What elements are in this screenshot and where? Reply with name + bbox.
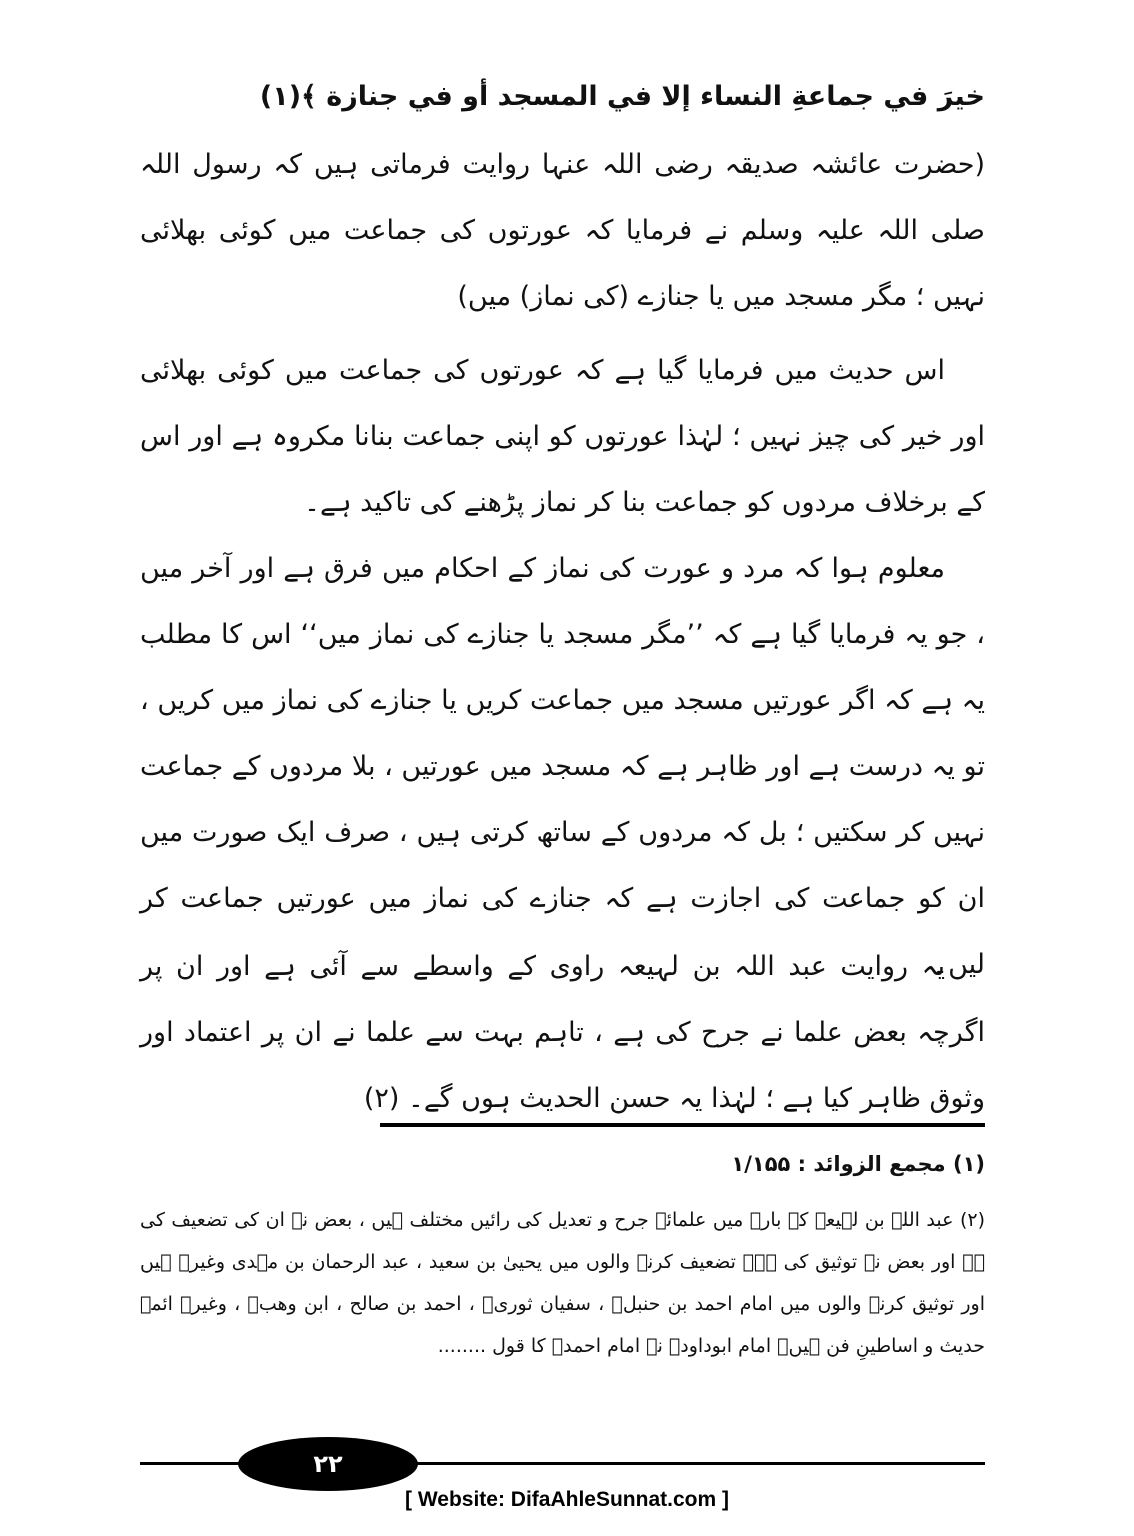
narrator-paragraph: یہ روایت عبد اللہ بن لہیعہ راوی کے واسطے سے آئی ہے اور ان پر اگرچہ بعض علما نے جرح کی ہے ، تاہم بہت سے علما نے ان پر اعتماد اور وثوق ظاہر کیا ہے ؛ لہٰذا یہ حسن الحدیث ہوں گے۔ (۲)	[140, 951, 985, 1114]
footnote-2: (۲) عبد اللہ بن لہیعہ کے بارے میں علمائے جرح و تعدیل کی رائیں مختلف ہیں ، بعض نے ان کی تضعیف کی ہے اور بعض نے توثیق کی ہے۔ تضعیف کرنے والوں میں یحییٰ بن سعید ، عبد الرحمان بن مہدی وغیرہ ہیں اور توثیق کرنے والوں میں امام احمد بن حنبلؒ ، سفیان ثوریؒ ، احمد بن صالح ، ابن وھبؒ ، وغیرہ ائمۂ حدیث و اساطینِ فن ہیں۔ امام ابوداودؒ نے امام احمدؒ کا قول ........	[140, 1209, 985, 1357]
explanation-paragraph-2: معلوم ہوا کہ مرد و عورت کی نماز کے احکام میں فرق ہے اور آخر میں ، جو یہ فرمایا گیا ہے کہ ’’مگر مسجد یا جنازے کی نماز میں‘‘ اس کا مطلب یہ ہے کہ اگر عورتیں مسجد میں جماعت کریں یا جنازے کی نماز میں کریں ، تو یہ درست ہے اور ظاہر ہے کہ مسجد میں عورتیں ، بلا مردوں کے جماعت نہیں کر سکتیں ؛ بل کہ مردوں کے ساتھ کرتی ہیں ، صرف ایک صورت میں ان کو جماعت کی اجازت ہے کہ جنازے کی نماز میں عورتیں جماعت کر لیں۔	[140, 553, 985, 980]
explanation-paragraph-1: اس حدیث میں فرمایا گیا ہے کہ عورتوں کی جماعت میں کوئی بھلائی اور خیر کی چیز نہیں ؛ لہٰذا عورتوں کو اپنی جماعت بنانا مکروہ ہے اور اس کے برخلاف مردوں کو جماعت بنا کر نماز پڑھنے کی تاکید ہے۔	[140, 355, 985, 518]
footnote-1: (۱) مجمع الزوائد : ۱/۱۵۵	[731, 1152, 985, 1176]
hadith-arabic-heading: خيرَ في جماعةِ النساء إلا في المسجد أو في جنازة ﴾(۱)	[259, 81, 985, 112]
page-number-badge	[238, 1437, 418, 1491]
hadith-translation-paragraph: (حضرت عائشہ صدیقہ رضی اللہ عنہا روایت فرماتی ہیں کہ رسول اللہ صلی اللہ علیہ وسلم نے فرمایا کہ عورتوں کی جماعت میں کوئی بھلائی نہیں ؛ مگر مسجد میں یا جنازے (کی نماز) میں)	[140, 149, 985, 312]
footnote-divider	[380, 1123, 985, 1127]
page-number: ۲۲	[313, 1450, 343, 1478]
website-footer: [ Website: DifaAhleSunnat.com ]	[405, 1488, 729, 1511]
